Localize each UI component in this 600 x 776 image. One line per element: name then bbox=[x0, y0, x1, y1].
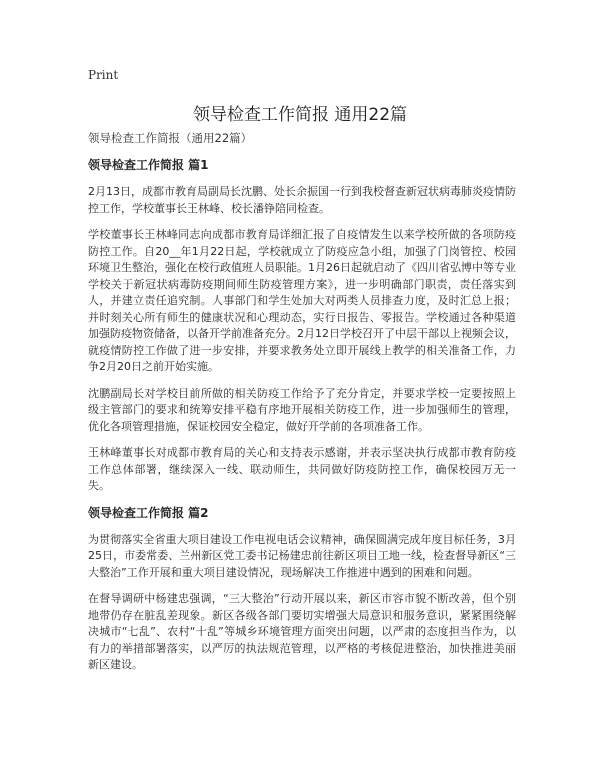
paragraph: 学校董事长王林峰同志向成都市教育局详细汇报了自疫情发生以来学校所做的各项防疫防控工作。自20__年1月22日起，学校就成立了防疫应急小组，加强了门岗管控、校园环境卫生整治，强化在校行政值班人员职能。1月26日起就启动了《四川省弘博中等专业学校关于新冠状病毒防疫期间师生防疫管理方案》，进一步明确部门职责，责任落实到人，并建立责任追究制。人事部门和学生处加大对两类人员排查力度，及时汇总上报；并时刻关心所有师生的健康状况和心理动态，实行日报告、零报告。学校通过各种渠道加强防疫物资储备，以备开学前准备充分。2月12日学校召开了中层干部以上视频会议，就疫情防控工作做了进一步安排，并要求教务处立即开展线上教学的相关准备工作，力争2月20日之前开始实施。 bbox=[88, 228, 516, 373]
document-title: 领导检查工作简报 通用22篇 bbox=[192, 105, 408, 125]
paragraph: 沈鹏副局长对学校目前所做的相关防疫工作给予了充分肯定，并要求学校一定要按照上级主管部门的要求和统筹安排平稳有序地开展相关防疫工作，进一步加强师生的管理，优化各项管理措施，保证校园安全稳定，做好开学前的各项准备工作。 bbox=[88, 386, 516, 433]
print-link[interactable]: Print bbox=[88, 68, 119, 82]
paragraph: 在督导调研中杨建忠强调，“三大整治”行动开展以来，新区市容市貌不断改善，但个别地带仍存在脏乱差现象。新区各级各部门要切实增强大局意识和服务意识，紧紧围绕解决城市“七乱”、农村“十乱”等城乡环境管理方面突出问题，以严肃的态度担当作为，以有力的举措部署落实，以严厉的执法规范管理，以严格的考核促进整治，加快推进美丽新区建设。 bbox=[88, 592, 516, 671]
section-heading-1: 领导检查工作简报 篇1 bbox=[88, 158, 209, 172]
section-heading-2: 领导检查工作简报 篇2 bbox=[88, 505, 209, 520]
paragraph: 王林峰董事长对成都市教育局的关心和支持表示感谢，并表示坚决执行成都市教育防疫工作总体部署，继续深入一线、联动师生，共同做好防疫防控工作，确保校园万无一失。 bbox=[88, 446, 516, 492]
paragraph: 2月13日，成都市教育局副局长沈鹏、处长余振国一行到我校督查新冠状病毒肺炎疫情防控工作，学校董事长王林峰、校长潘铮陪同检查。 bbox=[88, 185, 516, 215]
document-body bbox=[88, 130, 516, 684]
paragraph: 为贯彻落实全省重大项目建设工作电视电话会议精神，确保圆满完成年度目标任务，3月25日，市委常委、兰州新区党工委书记杨建忠前往新区项目工地一线，检查督导新区“三大整治”工作开展和重大项目建设情况，现场解决工作推进中遇到的困难和问题。 bbox=[88, 532, 516, 579]
document-subtitle: 领导检查工作简报（通用22篇） bbox=[88, 131, 253, 145]
